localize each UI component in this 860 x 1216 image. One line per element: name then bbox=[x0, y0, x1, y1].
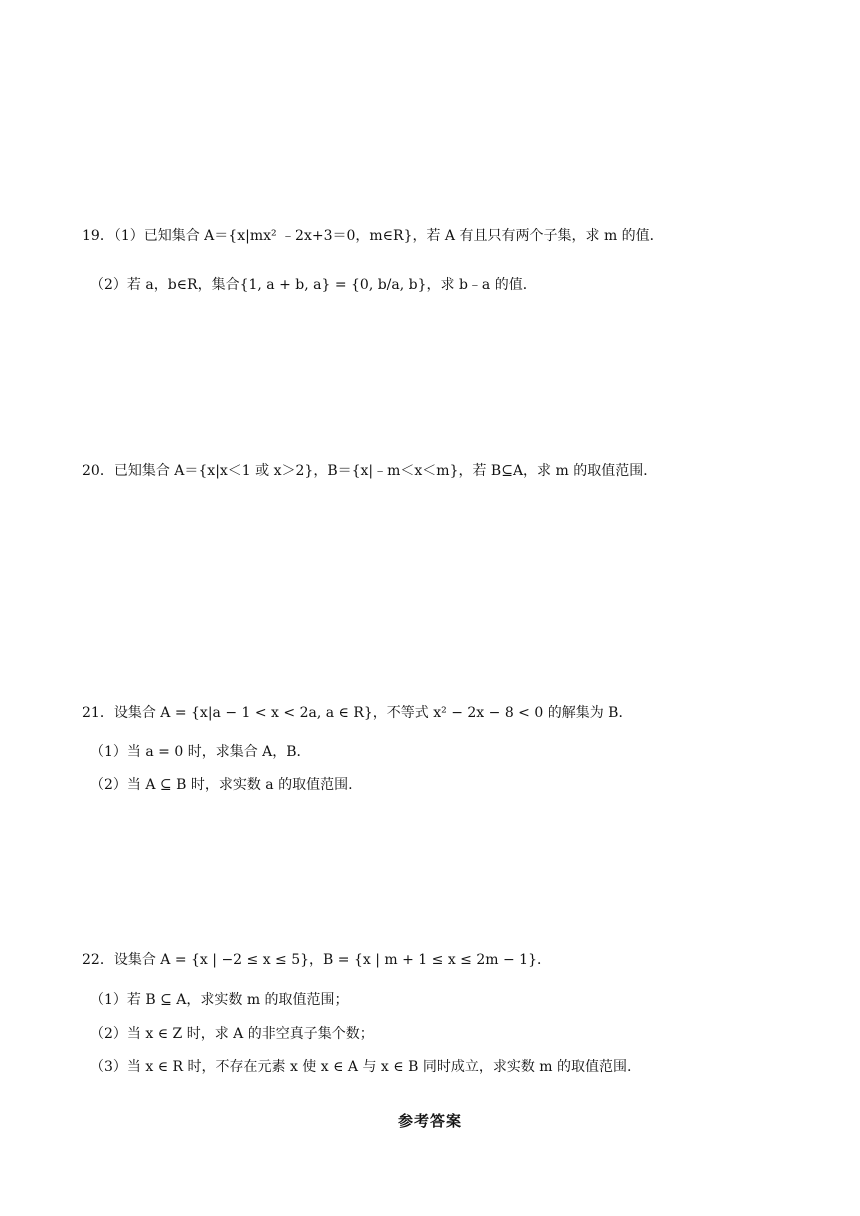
problem-22-part-2: （2）当 x ∈ Z 时，求 A 的非空真子集个数； bbox=[90, 1026, 374, 1042]
problem-21-part-2: （2）当 A ⊆ B 时，求实数 a 的取值范围. bbox=[90, 777, 353, 793]
problem-number: 21． bbox=[82, 705, 114, 721]
problem-19-part-2: （2）若 a，b∈R，集合{1, a + b, a} = {0, b/a, b}，求 b﹣a 的值． bbox=[90, 277, 537, 293]
problem-19-part-1: 19．（1）已知集合 A＝{x|mx² ﹣2x+3＝0，m∈R}，若 A 有且只有两个子集，求 m 的值． bbox=[82, 228, 664, 244]
problem-22-stem: 22．设集合 A = {x | −2 ≤ x ≤ 5}，B = {x | m + 1 ≤ x ≤ 2m − 1}． bbox=[82, 952, 551, 968]
problem-number: 22． bbox=[82, 952, 114, 968]
problem-20-text: 20．已知集合 A＝{x|x＜1 或 x＞2}，B＝{x|﹣m＜x＜m}，若 B⊆A，求 m 的取值范围． bbox=[82, 463, 658, 479]
answer-heading: 参考答案 bbox=[397, 1112, 462, 1130]
problem-22-part-1: （1）若 B ⊆ A，求实数 m 的取值范围； bbox=[90, 992, 349, 1008]
problem-number: 20． bbox=[82, 463, 114, 479]
problem-22-part-3: （3）当 x ∈ R 时，不存在元素 x 使 x ∈ A 与 x ∈ B 同时成立，求实数 m 的取值范围. bbox=[90, 1059, 632, 1075]
problem-21-part-1: （1）当 a = 0 时，求集合 A，B． bbox=[90, 744, 311, 760]
problem-number: 19． bbox=[82, 228, 114, 244]
problem-21-stem: 21．设集合 A = {x|a − 1 < x < 2a, a ∈ R}，不等式 x² − 2x − 8 < 0 的解集为 B． bbox=[82, 705, 633, 721]
